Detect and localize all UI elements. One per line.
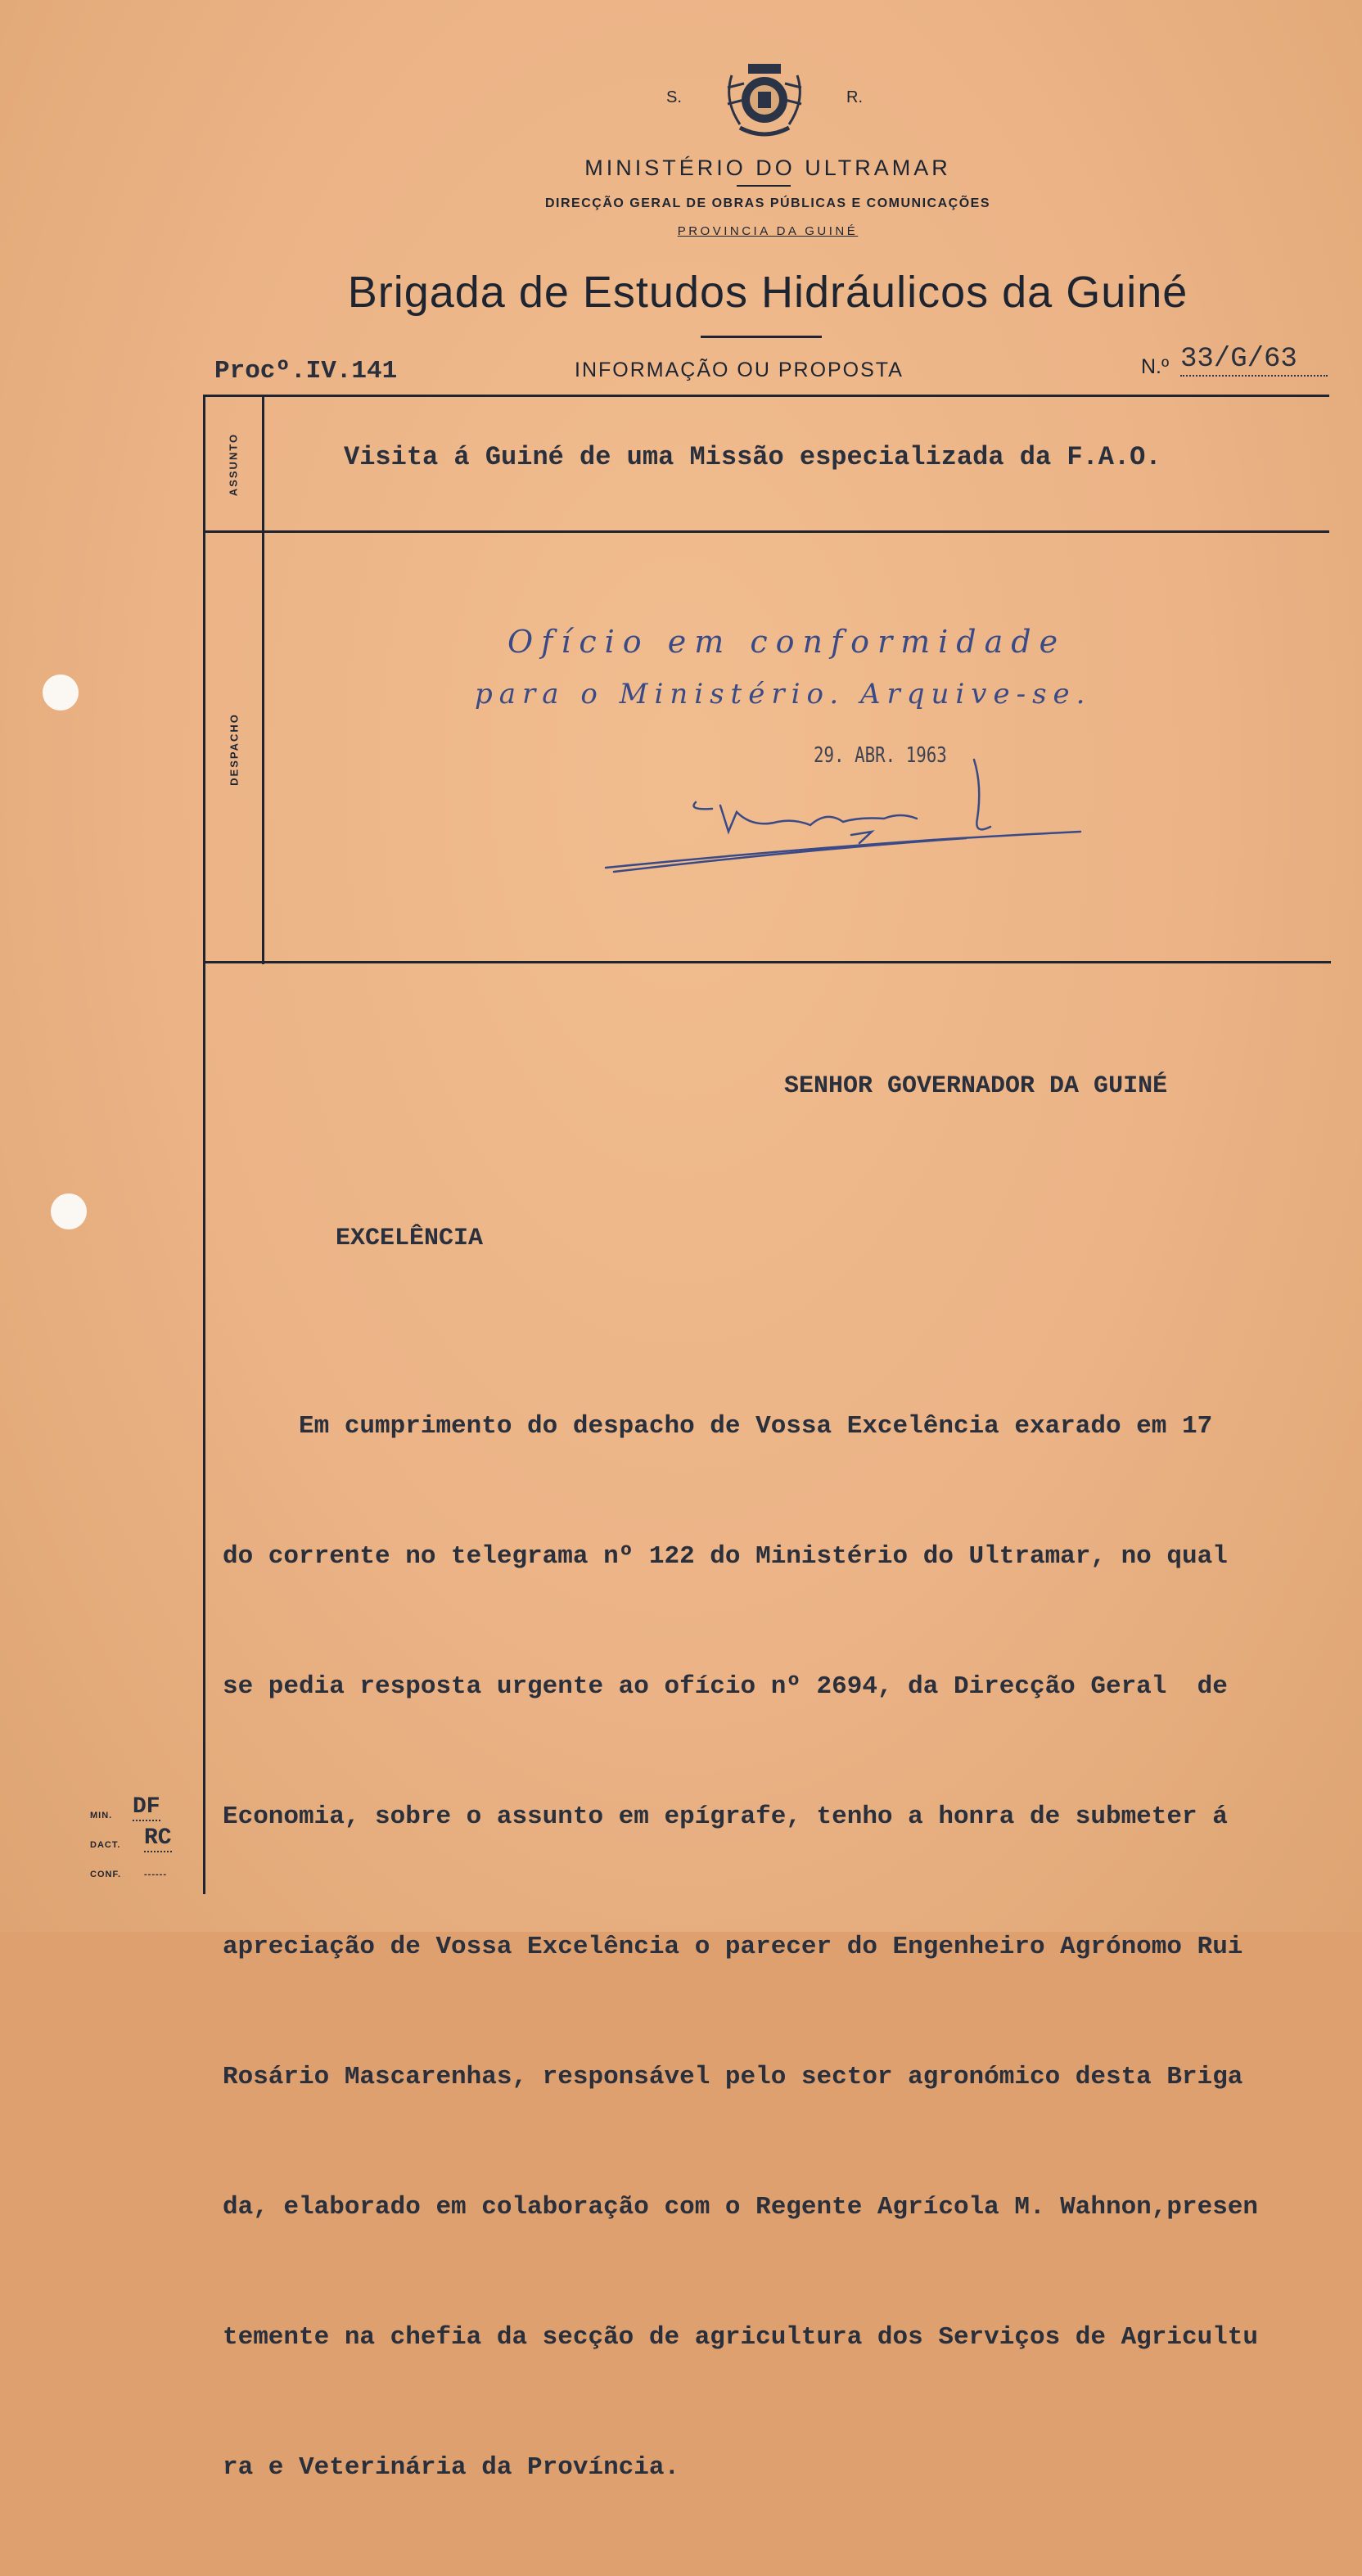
number-label: N.º: [1141, 355, 1170, 378]
letter-line: temente na chefia da secção de agricultura dos Serviços de Agricultu: [223, 2323, 1259, 2352]
ministry-title: MINISTÉRIO DO ULTRAMAR: [584, 156, 951, 180]
letter-line: se pedia resposta urgente ao ofício nº 2694, da Direcção Geral de: [223, 1672, 1228, 1701]
min-label: MIN.: [90, 1811, 113, 1820]
s-label: S.: [666, 88, 682, 106]
min-value: DF: [133, 1794, 160, 1820]
divider: [701, 336, 822, 338]
salutation: EXCELÊNCIA: [336, 1225, 484, 1252]
letter-line: Economia, sobre o assunto em epígrafe, tenho a honra de submeter á: [223, 1802, 1228, 1831]
conf-label: CONF.: [90, 1870, 121, 1879]
letter-line: apreciação de Vossa Excelência o parecer do Engenheiro Agrónomo Rui: [223, 1933, 1243, 1961]
assunto-label: ASSUNTO: [227, 432, 240, 497]
punch-hole: [51, 1193, 87, 1229]
despacho-handwritten-line1: Ofício em conformidade: [507, 624, 1067, 660]
divider: [737, 185, 791, 187]
brigada-title: Brigada de Estudos Hidráulicos da Guiné: [347, 268, 1188, 317]
letter-line: Rosário Mascarenhas, responsável pelo sector agronómico desta Briga: [223, 2063, 1243, 2091]
form-type: INFORMAÇÃO OU PROPOSTA: [575, 359, 904, 381]
frame-left-line: [203, 395, 205, 1894]
direccao-title: DIRECÇÃO GERAL DE OBRAS PÚBLICAS E COMUNICAÇÕES: [544, 196, 990, 210]
despacho-label: DESPACHO: [228, 713, 241, 786]
despacho-bottom-line: [203, 961, 1331, 963]
letter-line: Em cumprimento do despacho de Vossa Excelência exarado em 17: [223, 1412, 1213, 1441]
date-stamp: 29. ABR. 1963: [814, 743, 947, 768]
conf-value: ------: [144, 1870, 167, 1879]
assunto-bottom-line: [203, 530, 1329, 533]
letter-line: ra e Veterinária da Província.: [223, 2453, 680, 2482]
dact-label: DACT.: [90, 1840, 121, 1850]
frame-top-line: [203, 395, 1329, 397]
number-value: 33/G/63: [1180, 344, 1328, 377]
letter-line: da, elaborado em colaboração com o Regente Agrícola M. Wahnon,presen: [223, 2193, 1259, 2222]
letter-body: [223, 1318, 1258, 2576]
column-divider: [262, 395, 264, 964]
r-label: R.: [846, 88, 863, 106]
punch-hole: [43, 674, 79, 711]
addressee: SENHOR GOVERNADOR DA GUINÉ: [784, 1072, 1168, 1100]
assunto-text: Visita á Guiné de uma Missão especializada da F.A.O.: [344, 442, 1161, 472]
provincia-title: PROVINCIA DA GUINÉ: [677, 224, 859, 238]
signature: [589, 753, 1097, 884]
coat-of-arms-emblem: [715, 59, 814, 141]
letter-line: do corrente no telegrama nº 122 do Ministério do Ultramar, no qual: [223, 1542, 1228, 1571]
dact-value: RC: [144, 1825, 172, 1851]
process-number: Procº.IV.141: [214, 357, 398, 386]
despacho-handwritten-line2: para o Ministério. Arquive-se.: [475, 678, 1092, 711]
